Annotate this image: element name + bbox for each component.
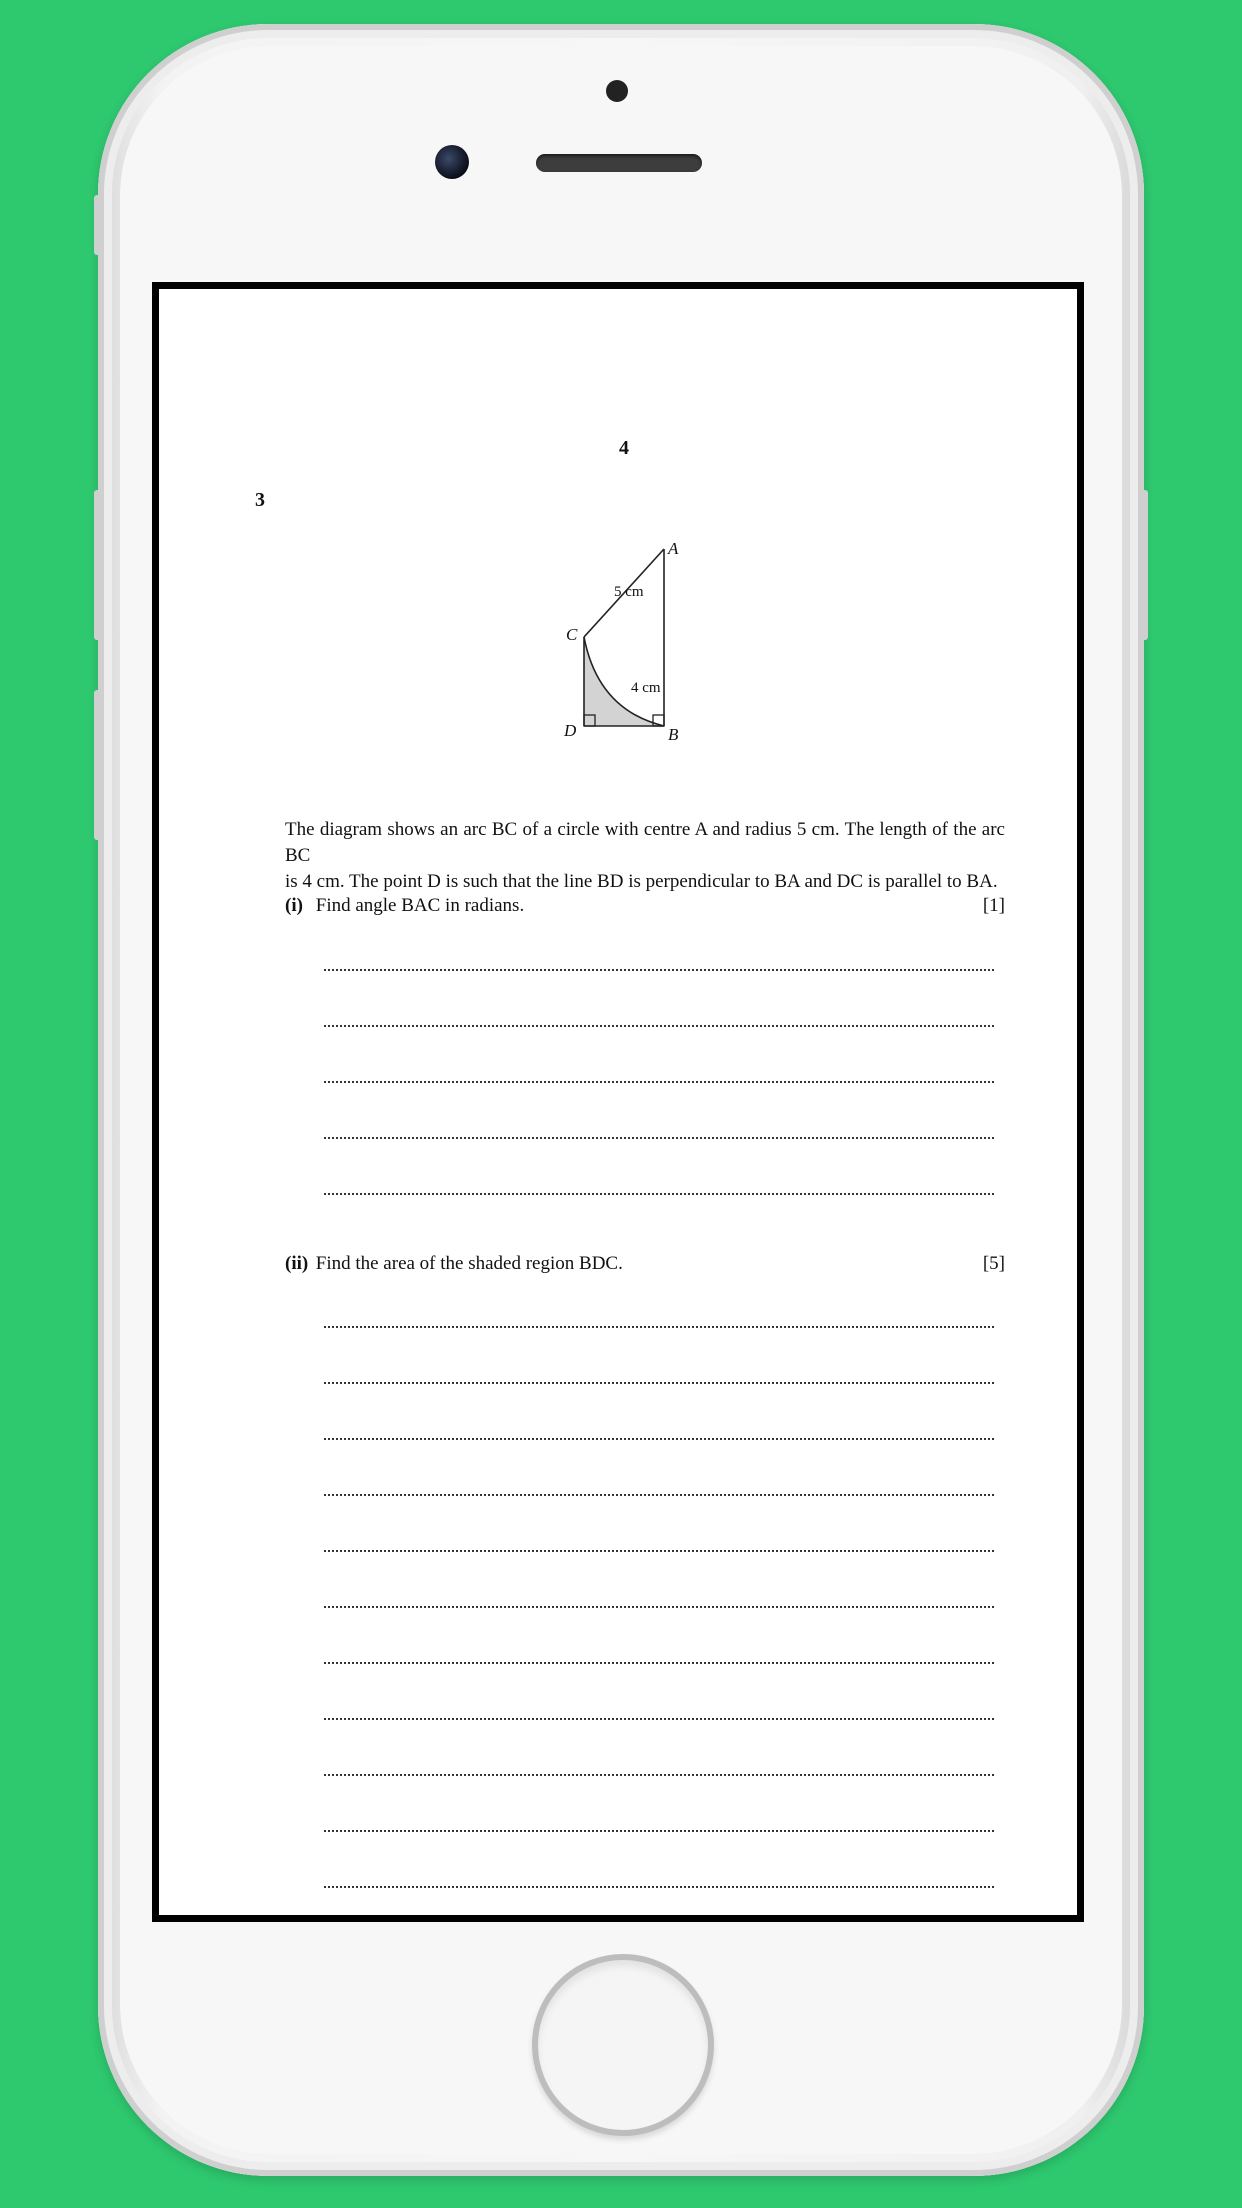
volume-up-button (94, 490, 102, 640)
label-arc-length: 4 cm (631, 680, 661, 696)
label-d: D (564, 721, 577, 740)
question-intro (285, 817, 1005, 895)
part-i (285, 895, 1005, 917)
part-ii-text: Find the area of the shaded region BDC. (315, 1253, 623, 1274)
part-ii-marks: [5] (982, 1253, 1005, 1274)
part-ii (285, 1253, 1005, 1275)
front-camera-icon (435, 145, 469, 179)
part-i-marks: [1] (982, 895, 1005, 916)
part-i-text: Find angle BAC in radians. (315, 895, 525, 916)
power-button (1140, 490, 1148, 640)
volume-down-button (94, 690, 102, 840)
answer-line[interactable] (324, 1438, 994, 1440)
answer-line[interactable] (324, 1494, 994, 1496)
question-number: 3 (255, 489, 265, 511)
answer-line[interactable] (324, 1550, 994, 1552)
label-c: C (566, 625, 578, 644)
earpiece-speaker (536, 154, 702, 172)
answer-line[interactable] (324, 1606, 994, 1608)
answer-line[interactable] (324, 1081, 994, 1083)
answer-line[interactable] (324, 1662, 994, 1664)
answer-line[interactable] (324, 1382, 994, 1384)
sector-diagram (539, 514, 699, 784)
part-ii-label: (ii) (285, 1253, 309, 1274)
answer-line[interactable] (324, 1830, 994, 1832)
answer-line[interactable] (324, 1137, 994, 1139)
label-a: A (668, 539, 679, 558)
answer-line[interactable] (324, 1025, 994, 1027)
label-b: B (668, 725, 679, 744)
answer-line[interactable] (324, 1193, 994, 1195)
answer-line[interactable] (324, 969, 994, 971)
intro-line-1: The diagram shows an arc BC of a circle with centre A and radius 5 cm. The length of the arc BC (285, 819, 1005, 866)
mute-switch (94, 195, 102, 255)
answer-line[interactable] (324, 1718, 994, 1720)
answer-line[interactable] (324, 1326, 994, 1328)
part-i-label: (i) (285, 895, 303, 916)
phone-screen[interactable] (152, 282, 1084, 1922)
proximity-sensor (606, 80, 628, 102)
home-button[interactable] (532, 1954, 714, 2136)
label-radius: 5 cm (614, 584, 644, 600)
answer-line[interactable] (324, 1886, 994, 1888)
page-number: 4 (619, 437, 629, 459)
answer-line[interactable] (324, 1774, 994, 1776)
intro-line-2: is 4 cm. The point D is such that the line BD is perpendicular to BA and DC is parallel to BA. (285, 871, 998, 892)
